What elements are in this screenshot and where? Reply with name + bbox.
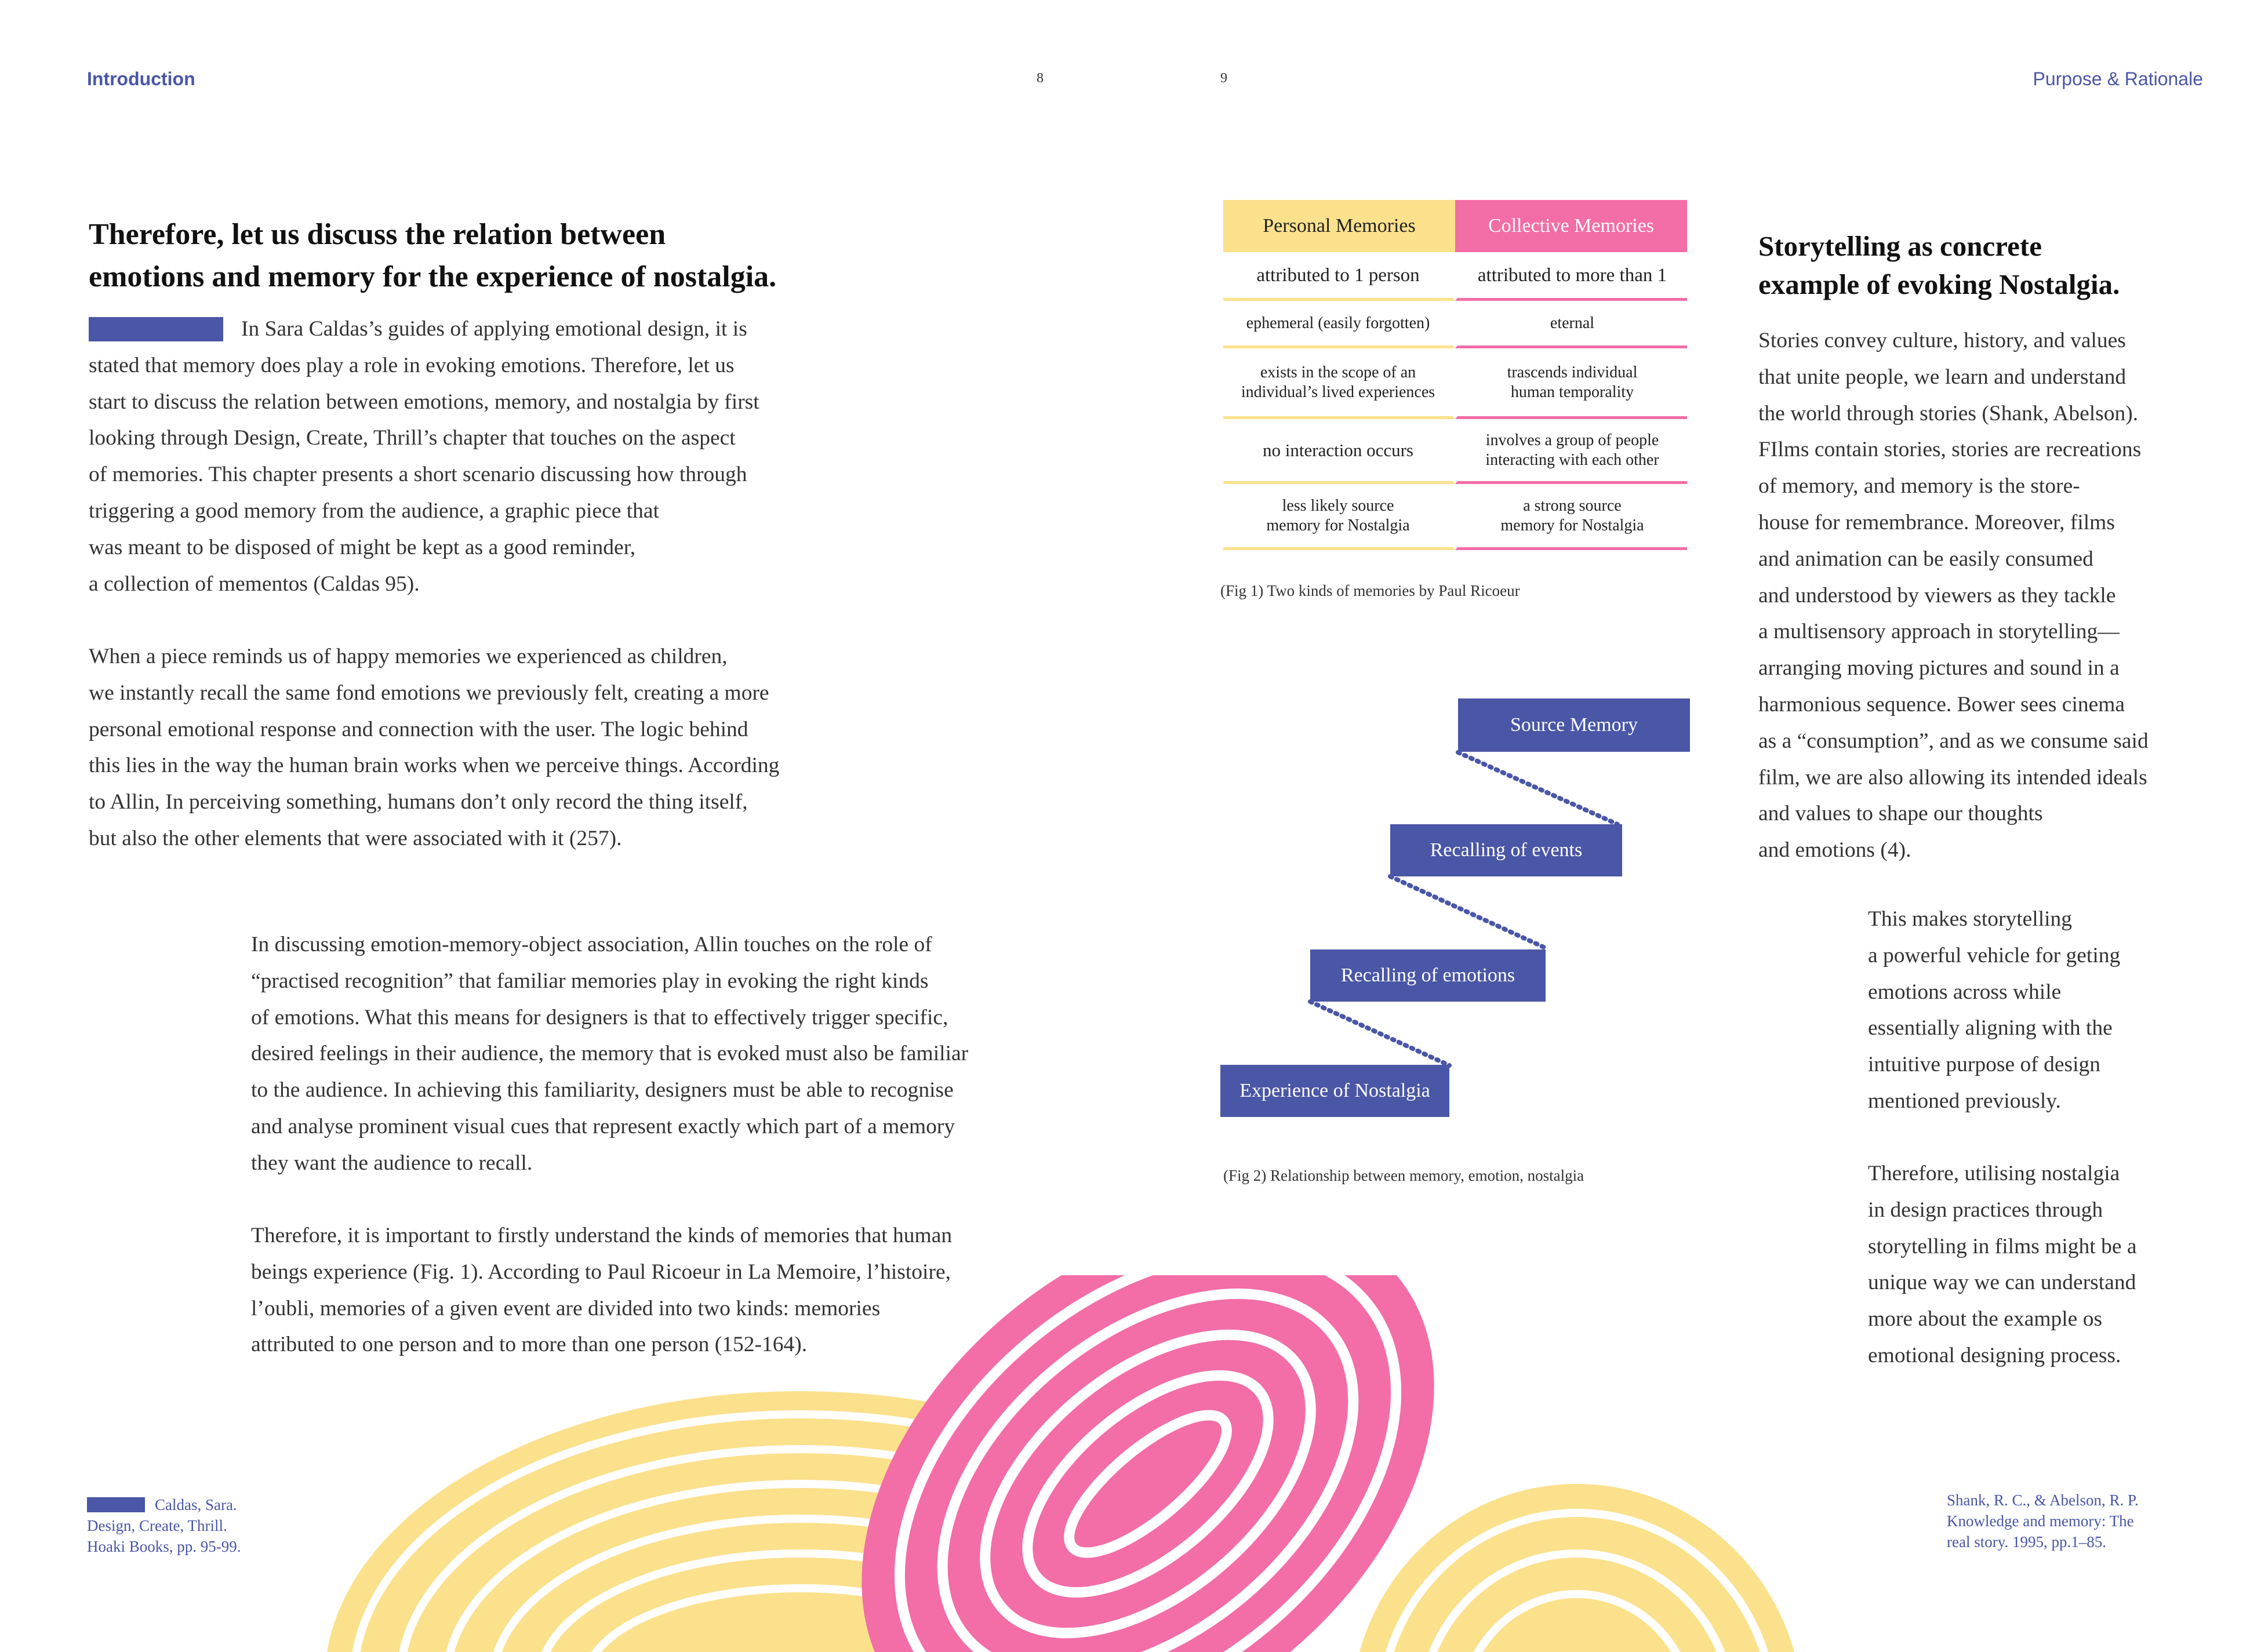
recalling-events-box: Recalling of events [1390,824,1622,876]
left-paragraph-2: When a piece reminds us of happy memories we experienced as children, we instantly recall the same fond emotions we previously felt, creating a more personal emotional response and connection with the user. The logic behind this lies in the way the human brain works when we perceive things. According to Allin, In perceiving something, humans don’t only record the thing itself, but also the other elements that were associated with it (257). [89,645,780,850]
table-cell-personal: less likely source memory for Nostalgia [1223,484,1455,550]
figure-2-caption: (Fig 2) Relationship between memory, emotion, nostalgia [1223,1167,1584,1184]
right-paragraph-1: Stories convey culture, history, and values that unite people, we learn and understand the world through stories (Shank, Abelson). FIlms contain stories, stories are recreations of memory, and memory is the store- house for remembrance. Moreover, films and animation can be easily consumed and understood by viewers as they tackle a multisensory approach in storytelling— arranging moving pictures and sound in a harmonious sequence. Bower sees cinema as a “consumption”, and as we consume said film, we are also allowing its intended ideals and values to shape our thoughts and emotions (4). [1758,329,2149,863]
page-number-right: 9 [1220,71,1227,86]
left-headline: Therefore, let us discuss the relation between emotions and memory for the experience of nostalgia. [89,218,777,293]
running-header-right: Purpose & Rationale [2033,68,2203,89]
connector-line [1458,752,1617,824]
connector-line [1390,876,1546,948]
right-reference: Shank, R. C., & Abelson, R. P. Knowledge and memory: The real story. 1995, pp.1–85. [1947,1491,2139,1551]
table-cell-personal: exists in the scope of an individual’s lived experiences [1223,348,1455,419]
running-header-left: Introduction [87,68,195,89]
left-paragraph-3: In discussing emotion-memory-object association, Allin touches on the role of “practised recognition” that familiar memories play in evoking the right kinds of emotions. What this means for designers is that to effectively trigger specific, desired feelings in their audience, the memory that is evoked must also be familiar to the audience. In achieving this familiarity, designers must be able to recognise and analyse prominent visual cues that represent exactly which part of a memory they want the audience to recall. [251,933,969,1175]
table-cell-collective: a strong source memory for Nostalgia [1455,484,1687,550]
left-paragraph-1: In Sara Caldas’s guides of applying emotional design, it is stated that memory does play a role in evoking emotions. Therefore, let us start to discuss the relation between emotions, memory, and nostalgia by first looking through Design, Create, Thrill’s chapter that touches on the aspect of memories. This chapter presents a short scenario discussing how through triggering a good memory from the audience, a graphic piece that was meant to be disposed of might be kept as a good reminder, a collection of mementos (Caldas 95). [89,317,759,596]
right-headline: Storytelling as concrete example of evoking Nostalgia. [1758,230,2120,300]
table-cell-collective: attributed to more than 1 [1455,252,1687,301]
left-paragraph-4: Therefore, it is important to firstly understand the kinds of memories that human beings experience (Fig. 1). According to Paul Ricoeur in La Memoire, l’histoire, l’oubli, memories of a given event are divided into two kinds: memories attributed to one person and to more than one person (152-164). [251,1224,953,1357]
header-collective-memories: Collective Memories [1455,200,1687,252]
table-cell-collective: trascends individual human temporality [1455,348,1687,419]
connector-line [1310,1002,1449,1065]
page-number-left: 8 [1037,71,1044,86]
table-cell-personal: no interaction occurs [1223,419,1455,484]
header-personal-memories: Personal Memories [1223,200,1455,252]
table-cell-collective: involves a group of people interacting with each other [1455,419,1687,484]
table-cell-personal: attributed to 1 person [1223,252,1455,301]
recalling-emotions-box: Recalling of emotions [1310,949,1546,1002]
table-cell-personal: ephemeral (easily forgotten) [1223,301,1455,348]
table-cell-collective: eternal [1455,301,1687,348]
right-paragraph-3: Therefore, utilising nostalgia in design practices through storytelling in films might be a unique way we can understand more about the example os emotional designing process. [1868,1162,2137,1367]
left-reference: Caldas, Sara. Design, Create, Thrill. Hoaki Books, pp. 95-99. [87,1496,241,1555]
right-paragraph-2: This makes storytelling a powerful vehicle for geting emotions across while essentially aligning with the intuitive purpose of design mentioned previously. [1868,907,2121,1113]
experience-nostalgia-box: Experience of Nostalgia [1220,1065,1449,1117]
source-memory-box: Source Memory [1458,698,1690,752]
figure-1-memory-table [1223,200,1687,550]
figure-1-caption: (Fig 1) Two kinds of memories by Paul Ricoeur [1220,582,1520,599]
